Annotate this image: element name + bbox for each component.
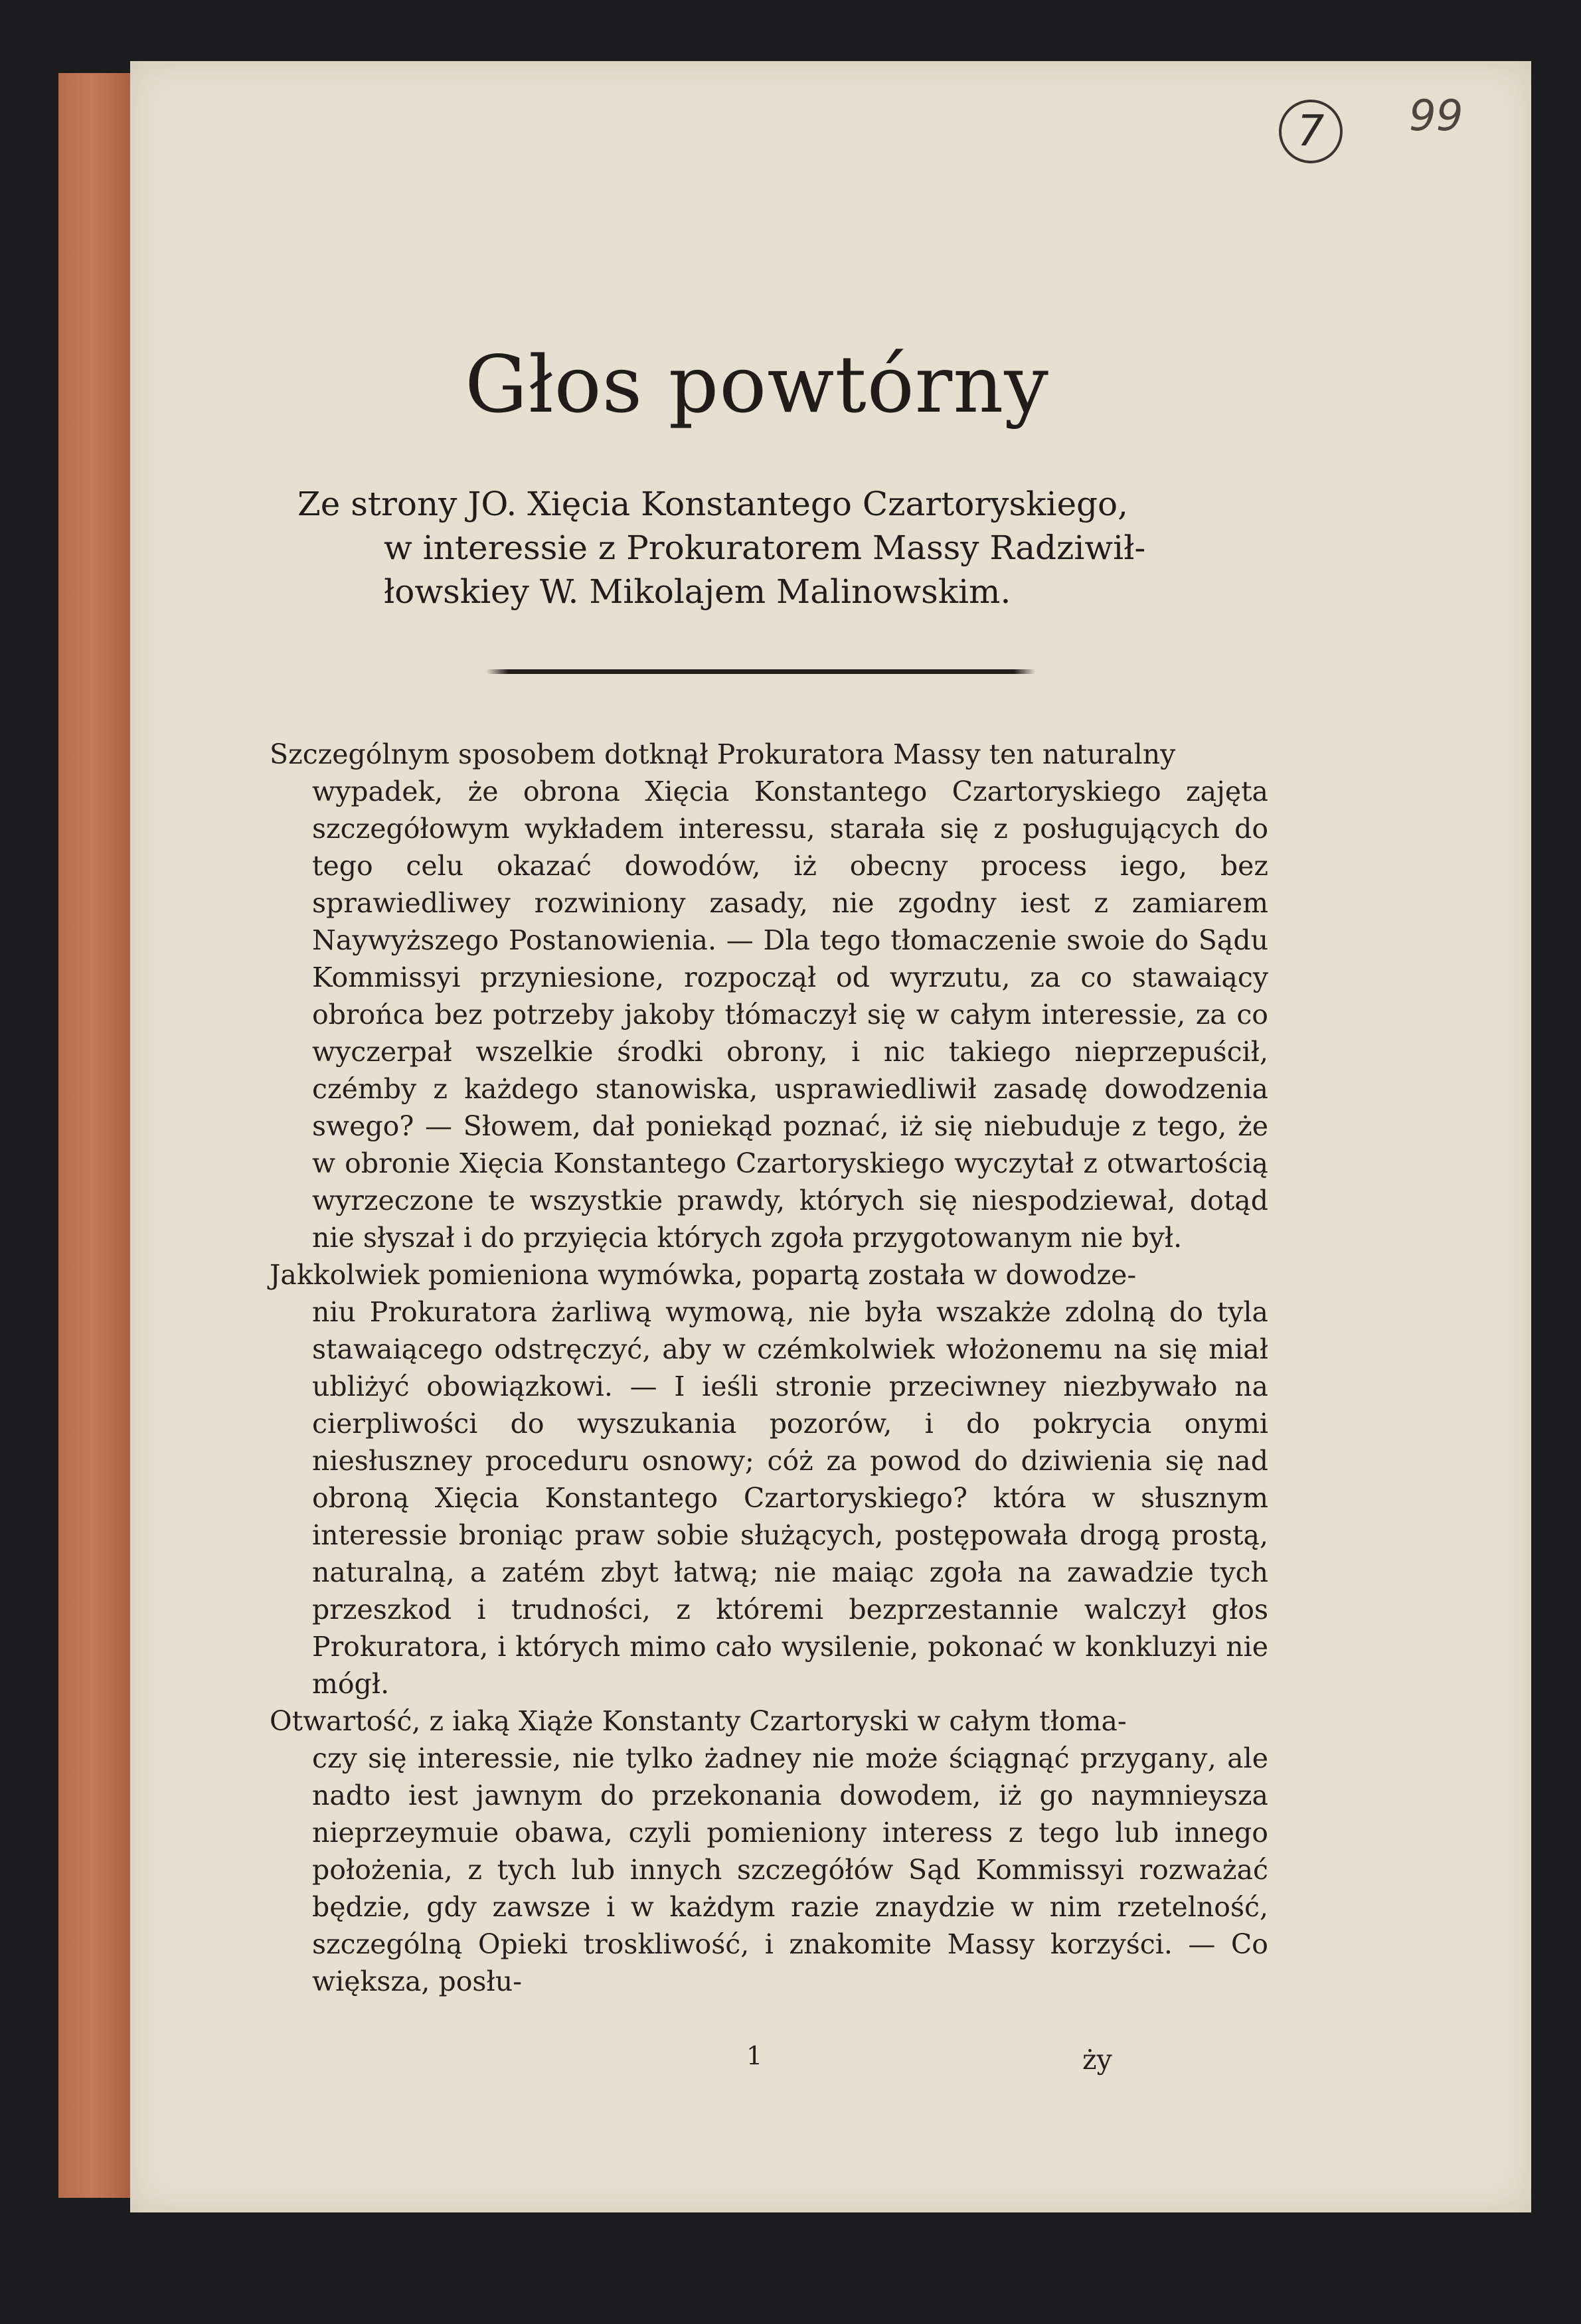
paragraph-1-first-line: Szczególnym sposobem dotknął Prokuratora Massy ten naturalny	[270, 738, 1176, 770]
catchword: ży	[1082, 2044, 1112, 2076]
signature-mark: 1	[746, 2041, 763, 2070]
document-title: Głos powtórny	[465, 339, 1049, 430]
title-divider-rule	[486, 669, 1036, 674]
paragraph-1-text: wypadek, że obrona Xięcia Konstantego Czartoryskiego zajęta szczegółowym wykładem interessu, starała się z posługujących do tego celu okazać dowodów, iż obecny process iego, bez sprawiedliwey rozwiniony zasady, nie zgodny iest z zamiarem Naywyższego Postanowienia. — Dla tego tłomaczenie swoie do Sądu Kommissyi przyniesione, rozpoczął od wyrzutu, za co stawaiący obrońca bez potrzeby jakoby tłómaczył się w całym interessie, za co wyczerpał wszelkie środki obrony, i nic takiego nieprzepuścił, czémby z każdego stanowiska, usprawiedliwił zasadę dowodzenia swego? — Słowem, dał poniekąd poznać, iż się niebuduje z tego, że w obronie Xięcia Konstantego Czartoryskiego wyczytał z otwartością wyrzeczone te wszystkie prawdy, których się niespodziewał, dotąd nie słyszał i do przyięcia których zgoła przygotowanym nie był.	[312, 776, 1268, 1254]
document-body	[270, 736, 1268, 2000]
paragraph-1	[270, 736, 1268, 1256]
paragraph-3-text: czy się interessie, nie tylko żadney nie może ściągnąć przyganу, ale nadto iest jawnym do przekonania dowodem, iż go naymnieysza nieprzeymuie obawa, czyli pomieniony interess z tego lub innego położenia, z tych lub innych szczegółów Sąd Kommissyi rozważać będzie, gdy zawsze i w każdym razie znaydzie w nim rzetelność, szczególną Opieki troskliwość, i znakomite Massy korzyści. — Co większa, posłu-	[312, 1742, 1268, 1997]
paragraph-2	[270, 1256, 1268, 1702]
paragraph-3-first-line: Otwartość, z iaką Xiąże Konstanty Czartoryski w całym tłoma-	[270, 1705, 1127, 1737]
paragraph-2-first-line: Jakkolwiek pomieniona wymówka, popartą została w dowodze-	[270, 1259, 1137, 1291]
subtitle-line-2: w interessie z Prokuratorem Massy Radziwił-	[384, 529, 1146, 567]
document-subtitle	[297, 482, 1267, 614]
circled-page-number: 7	[1279, 100, 1343, 163]
folio-number: 99	[1409, 92, 1463, 141]
paragraph-3	[270, 1702, 1268, 2000]
paragraph-2-text: niu Prokuratora żarliwą wymową, nie była wszakże zdolną do tyla stawaiącego odstręczyć, aby w czémkolwiek włożonemu na się miał ubliżyć obowiązkowi. — I ieśli stronie przeciwney niezbywało na cierpliwości do wyszukania pozorów, i do pokrycia onymi niesłuszney proceduru osnowy; cóż za powod do dziwienia się nad obroną Xięcia Konstantego Czartoryskiego? która w słusznym interessie broniąc praw sobie służących, postępowała drogą prostą, naturalną, a zatém zbyt łatwą; nie maiąc zgoła na zawadzie tych przeszkod i trudności, z któremi bezprzestannie walczył głos Prokuratora, i których mimo cało wysilenie, pokonać w konkluzyi nie mógł.	[312, 1296, 1268, 1700]
subtitle-line-3: łowskiey W. Mikolajem Malinowskim.	[384, 572, 1011, 611]
book-binding-strip	[58, 73, 133, 2198]
subtitle-line-1: Ze strony JO. Xięcia Konstantego Czartoryskiego,	[297, 485, 1129, 523]
